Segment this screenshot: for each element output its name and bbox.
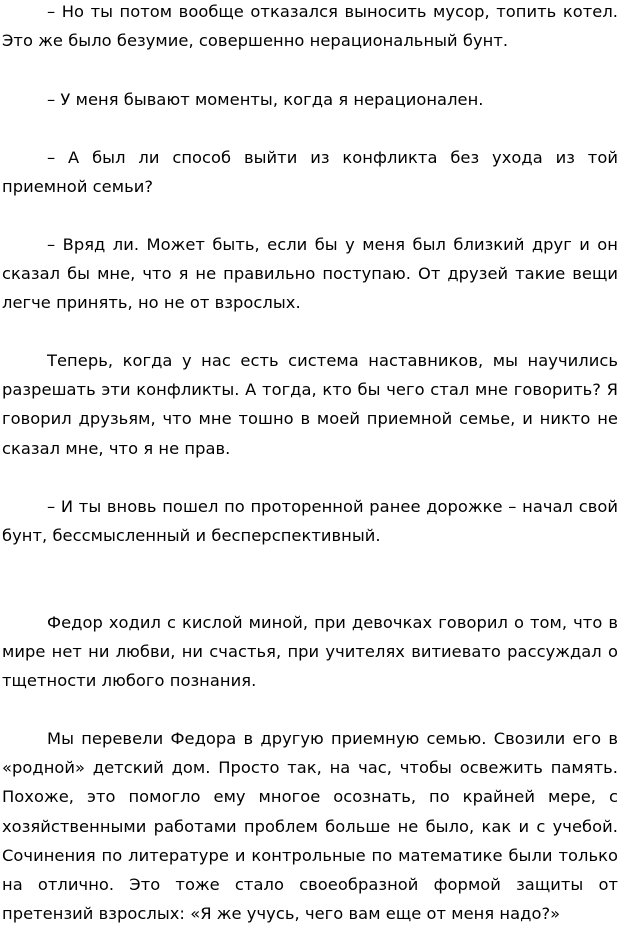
paragraph-2: – У меня бывают моменты, когда я нерационален. bbox=[47, 90, 484, 109]
paragraph-8: Мы перевели Федора в другую приемную семью. Свозили его в «родной» детский дом. Просто так, на час, чтобы освежить память. Похоже, это помогло ему многое осознать, по крайней мере, с хозяйственными работами проблем больше не было, как и с учебой. Сочинения по литературе и контрольные по математике были только на отлично. Это тоже стало своеобразной формой защиты от претензий взрослых: «Я же учусь, чего вам еще от меня надо?» bbox=[2, 729, 618, 924]
paragraph-1: – Но ты потом вообще отказался выносить мусор, топить котел. Это же было безумие, совершенно нерациональный бунт. bbox=[2, 2, 618, 51]
paragraph-6: – И ты вновь пошел по проторенной ранее дорожке – начал свой бунт, бессмысленный и бесперспективный. bbox=[2, 497, 618, 546]
paragraph-3: – А был ли способ выйти из конфликта без ухода из той приемной семьи? bbox=[2, 148, 618, 197]
paragraph-5: Теперь, когда у нас есть система наставников, мы научились разрешать эти конфликты. А тогда, кто бы чего стал мне говорить? Я говорил друзьям, что мне тошно в моей приемной семье, и никто не сказал мне, что я не прав. bbox=[2, 351, 618, 458]
paragraph-7: Федор ходил с кислой миной, при девочках говорил о том, что в мире нет ни любви, ни счастья, при учителях витиевато рассуждал о тщетности любого познания. bbox=[2, 613, 618, 691]
paragraph-4: – Вряд ли. Может быть, если бы у меня был близкий друг и он сказал бы мне, что я не правильно поступаю. От друзей такие вещи легче принять, но не от взрослых. bbox=[2, 235, 618, 313]
